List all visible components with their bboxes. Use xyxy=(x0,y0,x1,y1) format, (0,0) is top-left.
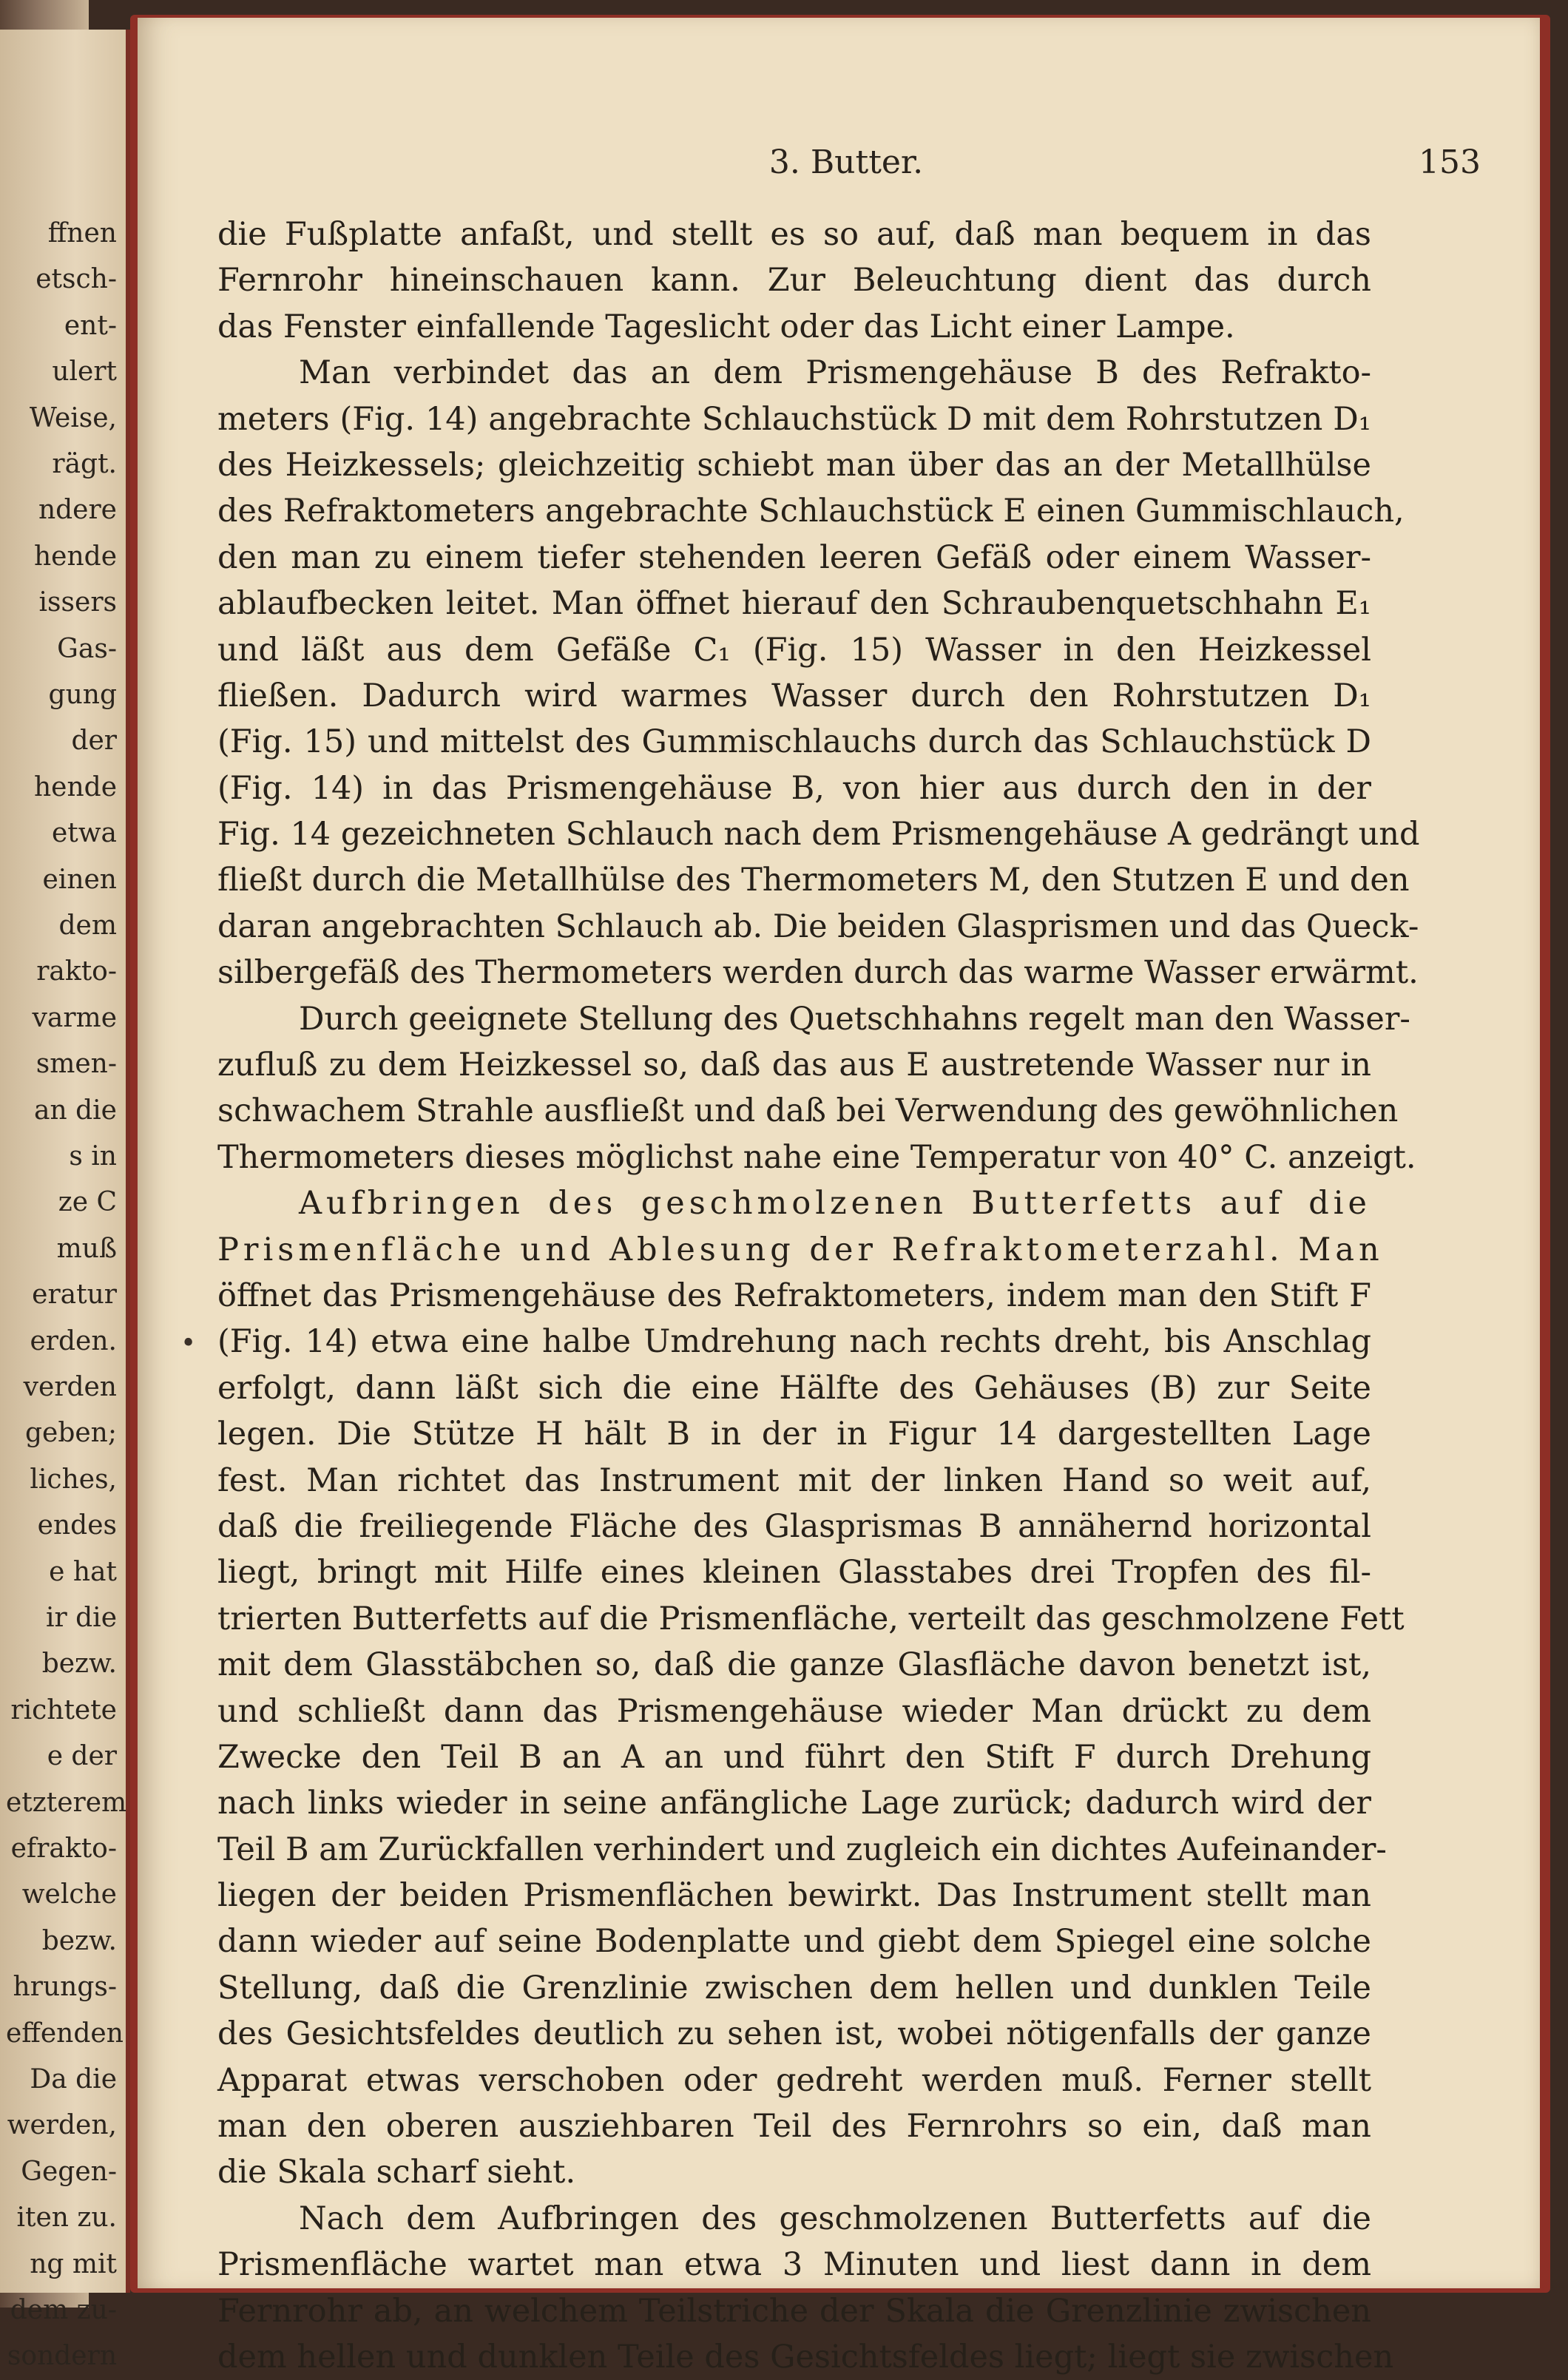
text-line: schwachem Strahle ausfließt und daß bei Verwendung des gewöhnlichen xyxy=(217,1092,1399,1130)
left-page-fragment: welche xyxy=(21,1879,117,1910)
left-page-fragment: werden, xyxy=(7,2110,117,2141)
left-page-fragment: hrungs- xyxy=(13,1972,117,2003)
left-page-fragment: richtete xyxy=(10,1694,117,1725)
left-page-fragment: hende xyxy=(33,541,117,572)
left-page-fragment: rägt. xyxy=(52,449,117,479)
page-number: 153 xyxy=(1419,143,1481,181)
text-line: die Skala scharf sieht. xyxy=(217,2154,576,2191)
text-line: Zwecke den Teil B an A an und führt den Stift F durch Drehung xyxy=(217,1738,1371,1776)
left-page-fragment: dem zu- xyxy=(10,2295,117,2325)
left-page-fragment: iten zu. xyxy=(16,2202,117,2234)
left-page-fragment: Da die xyxy=(30,2064,117,2095)
text-line: Fernrohr hineinschauen kann. Zur Beleuchtung dient das durch xyxy=(217,262,1371,300)
left-page-fragment: bezw. xyxy=(41,1649,117,1680)
left-page-fragment: etwa xyxy=(51,818,117,849)
text-line: Nach dem Aufbringen des geschmolzenen Butterfetts auf die xyxy=(299,2200,1371,2237)
left-page-fragment: ng mit xyxy=(30,2248,117,2279)
text-line: zufluß zu dem Heizkessel so, daß das aus E austretende Wasser nur in xyxy=(217,1047,1371,1084)
left-page-fragment: hende xyxy=(33,771,117,802)
text-line: liegen der beiden Prismenflächen bewirkt. Das Instrument stellt man xyxy=(217,1877,1371,1915)
left-page-fragment: etzterem xyxy=(6,1787,127,1818)
left-page-fragment: der xyxy=(71,726,117,757)
left-page-fragment: varme xyxy=(32,1002,117,1033)
left-page-fragment: liches, xyxy=(30,1464,117,1495)
left-page-fragment: bezw. xyxy=(41,1925,117,1956)
margin-dot-icon: • xyxy=(180,1328,197,1359)
text-line: (Fig. 15) und mittelst des Gummischlauchs durch das Schlauchstück D xyxy=(217,723,1371,761)
text-line: fest. Man richtet das Instrument mit der linken Hand so weit auf, xyxy=(217,1461,1371,1499)
text-line: dem hellen und dunklen Teile des Gesichtsfeldes liegt; liegt sie zwischen xyxy=(217,2338,1394,2376)
text-line: (Fig. 14) in das Prismengehäuse B, von hier aus durch den in der xyxy=(217,769,1371,807)
text-line: liegt, bringt mit Hilfe eines kleinen Glasstabes drei Tropfen des fil- xyxy=(217,1554,1371,1592)
left-page-fragment: an die xyxy=(34,1095,117,1126)
text-line: Aufbringen des geschmolzenen Butterfetts auf die xyxy=(299,1185,1371,1223)
left-page-fragment: ulert xyxy=(52,356,117,388)
left-page-fragment: muß xyxy=(56,1233,117,1264)
left-page-fragment: erden. xyxy=(30,1325,117,1356)
left-page-fragment: sondern xyxy=(7,2341,117,2372)
left-page-fragment: efrakto- xyxy=(10,1833,117,1864)
left-page-fragment: e der xyxy=(47,1741,117,1772)
text-line: fließt durch die Metallhülse des Thermometers M, den Stutzen E und den xyxy=(217,862,1410,899)
text-line: das Fenster einfallende Tageslicht oder das Licht einer Lampe. xyxy=(217,308,1235,345)
book-page xyxy=(138,18,1540,2376)
text-line: des Gesichtsfeldes deutlich zu sehen ist, wobei nötigenfalls der ganze xyxy=(217,2015,1371,2053)
left-page-fragment: gung xyxy=(48,680,117,710)
text-line: legen. Die Stütze H hält B in der in Figur 14 dargestellten Lage xyxy=(217,1416,1371,1453)
text-line: Fernrohr ab, an welchem Teilstriche der Skala die Grenzlinie zwischen xyxy=(217,2292,1371,2330)
text-line: meters (Fig. 14) angebrachte Schlauchstück D mit dem Rohrstutzen D₁ xyxy=(217,400,1371,438)
text-line: Stellung, daß die Grenzlinie zwischen dem hellen und dunklen Teile xyxy=(217,1969,1371,2007)
left-page-fragment: ndere xyxy=(38,495,117,526)
text-line: Thermometers dieses möglichst nahe eine Temperatur von 40° C. anzeigt. xyxy=(217,1138,1416,1176)
text-line: die Fußplatte anfaßt, und stellt es so auf, daß man bequem in das xyxy=(217,216,1371,253)
text-line: Teil B am Zurückfallen verhindert und zugleich ein dichtes Aufeinander- xyxy=(217,1830,1387,1868)
left-page-fragment: verden xyxy=(23,1372,117,1402)
left-page-fragment: effenden xyxy=(6,2018,124,2049)
left-page-fragment: dem xyxy=(58,910,117,941)
running-title: 3. Butter. xyxy=(768,143,924,181)
left-page-fragment: ent- xyxy=(64,310,117,341)
text-line: man den oberen ausziehbaren Teil des Fernrohrs so ein, daß man xyxy=(217,2108,1371,2146)
left-page-fragment: smen- xyxy=(36,1049,117,1080)
text-line: Fig. 14 gezeichneten Schlauch nach dem Prismengehäuse A gedrängt und xyxy=(217,816,1420,853)
left-page-fragment: Gas- xyxy=(57,633,117,664)
text-line: trierten Butterfetts auf die Prismenfläche, verteilt das geschmolzene Fett xyxy=(217,1600,1405,1637)
left-page-fragment: ffnen xyxy=(47,218,117,249)
left-page-fragment: ir die xyxy=(45,1603,117,1633)
text-line: erfolgt, dann läßt sich die eine Hälfte des Gehäuses (B) zur Seite xyxy=(217,1369,1371,1407)
left-page-fragment: rakto- xyxy=(36,956,117,987)
body-text xyxy=(180,212,1420,2380)
left-page-fragment: eratur xyxy=(32,1279,117,1311)
left-page-fragment: endes xyxy=(37,1510,117,1541)
left-page-edge xyxy=(0,30,130,2372)
text-line: öffnet das Prismengehäuse des Refraktometers, indem man den Stift F xyxy=(217,1277,1371,1314)
left-page-fragment: s in xyxy=(69,1141,117,1172)
left-page-fragment: geben; xyxy=(24,1418,117,1449)
text-line: Apparat etwas verschoben oder gedreht werden muß. Ferner stellt xyxy=(217,2061,1371,2099)
text-line: Prismenfläche wartet man etwa 3 Minuten und liest dann in dem xyxy=(217,2246,1371,2284)
text-line: Man verbindet das an dem Prismengehäuse B des Refrakto- xyxy=(299,354,1371,392)
text-line: dann wieder auf seine Bodenplatte und giebt dem Spiegel eine solche xyxy=(217,1923,1371,1961)
left-page-fragment: issers xyxy=(38,587,117,618)
text-line: daran angebrachten Schlauch ab. Die beiden Glasprismen und das Queck- xyxy=(217,907,1419,945)
left-page-fragment: e hat xyxy=(49,1556,117,1587)
text-line: Durch geeignete Stellung des Quetschhahns regelt man den Wasser- xyxy=(299,1000,1410,1038)
text-line: des Refraktometers angebrachte Schlauchstück E einen Gummischlauch, xyxy=(217,493,1405,530)
text-line: (Fig. 14) etwa eine halbe Umdrehung nach rechts dreht, bis Anschlag xyxy=(217,1323,1371,1361)
left-page-fragment: ze C xyxy=(58,1187,117,1218)
text-line: des Heizkessels; gleichzeitig schiebt man über das an der Metallhülse xyxy=(217,446,1371,484)
text-line: fließen. Dadurch wird warmes Wasser durch den Rohrstutzen D₁ xyxy=(217,677,1371,714)
text-line: nach links wieder in seine anfängliche Lage zurück; dadurch wird der xyxy=(217,1785,1371,1822)
page-header xyxy=(212,143,1481,188)
left-page-fragment: etsch- xyxy=(36,264,117,295)
text-line: silbergefäß des Thermometers werden durch das warme Wasser erwärmt. xyxy=(217,954,1419,992)
text-line: ablaufbecken leitet. Man öffnet hierauf den Schraubenquetschhahn E₁ xyxy=(217,585,1371,623)
text-line: Prismenfläche und Ablesung der Refraktometerzahl. Man xyxy=(217,1231,1384,1268)
text-line: mit dem Glasstäbchen so, daß die ganze Glasfläche davon benetzt ist, xyxy=(217,1646,1371,1684)
text-line: und schließt dann das Prismengehäuse wieder Man drückt zu dem xyxy=(217,1692,1371,1730)
left-page-fragment: einen xyxy=(42,864,117,895)
text-line: daß die freiliegende Fläche des Glasprismas B annähernd horizontal xyxy=(217,1507,1371,1545)
text-line: und läßt aus dem Gefäße C₁ (Fig. 15) Wasser in den Heizkessel xyxy=(217,631,1371,669)
left-page-fragment: Weise, xyxy=(29,402,117,433)
left-page-fragment: Gegen- xyxy=(21,2156,117,2187)
text-line: den man zu einem tiefer stehenden leeren Gefäß oder einem Wasser- xyxy=(217,538,1371,576)
